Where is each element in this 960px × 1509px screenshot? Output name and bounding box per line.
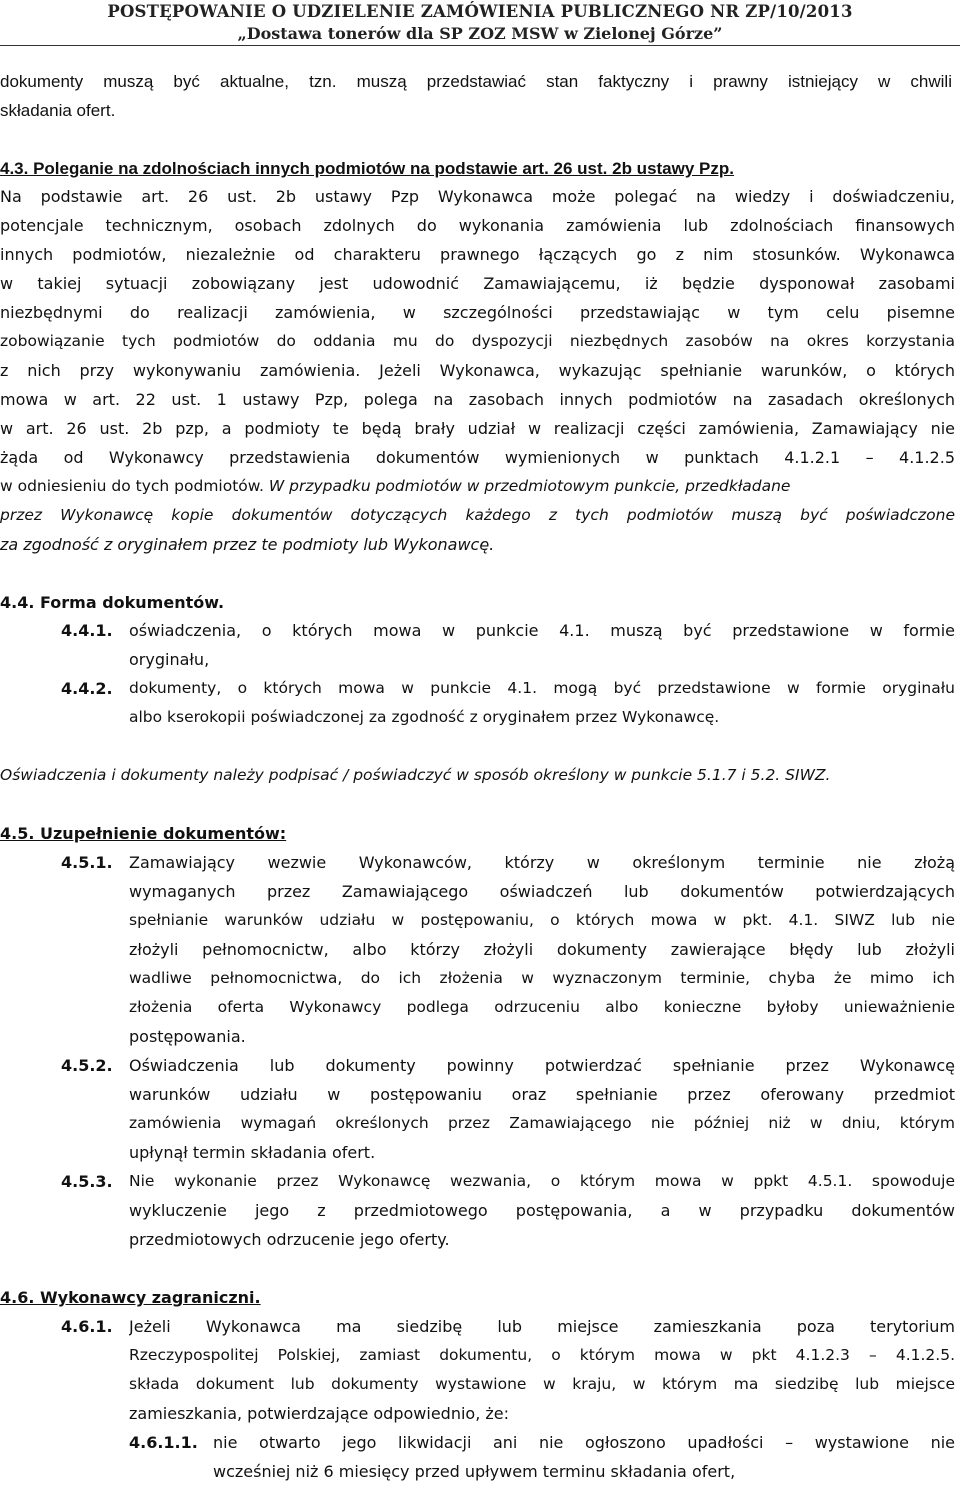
s43-line-11-plain: w odniesieniu do tych podmiotów. <box>0 477 264 495</box>
item-4-6-1-1-line-2: wcześniej niż 6 miesięcy przed upływem terminu składania ofert, <box>213 1462 736 1481</box>
item-4-5-2-line-4: upłynął termin składania ofert. <box>129 1143 376 1162</box>
item-4-5-2-line-1: Oświadczenia lub dokumenty powinny potwierdzać spełnianie przez Wykonawcę <box>129 1056 955 1075</box>
item-4-6-1-line-1: Jeżeli Wykonawca ma siedzibę lub miejsce zamieszkania poza terytorium <box>129 1317 955 1336</box>
item-4-6-1-number: 4.6.1. <box>61 1317 113 1336</box>
header-title: POSTĘPOWANIE O UDZIELENIE ZAMÓWIENIA PUBLICZNEGO NR ZP/10/2013 <box>107 2 853 21</box>
item-4-6-1-1-number: 4.6.1.1. <box>129 1433 198 1452</box>
s43-line-11-italic: W przypadku podmiotów w przedmiotowym punkcie, przedkładane <box>263 477 791 495</box>
item-4-5-3-number: 4.5.3. <box>61 1172 113 1191</box>
item-4-4-1-line-1: oświadczenia, o których mowa w punkcie 4.1. muszą być przedstawione w formie <box>129 621 955 640</box>
item-4-6-1-line-4: zamieszkania, potwierdzające odpowiednio, że: <box>129 1404 509 1423</box>
item-4-5-1-line-1: Zamawiający wezwie Wykonawców, którzy w określonym terminie nie złożą <box>129 853 955 872</box>
item-4-6-1-line-3: składa dokument lub dokumenty wystawione w kraju, w którym ma siedzibę lub miejsce <box>129 1375 955 1393</box>
s43-line-8: mowa w art. 22 ust. 1 ustawy Pzp, polega na zasobach innych podmiotów na zasadach określonych <box>0 390 955 409</box>
section-4-6-heading: 4.6. Wykonawcy zagraniczni. <box>0 1288 261 1307</box>
item-4-5-1-line-7: postępowania. <box>129 1027 246 1046</box>
s43-line-4: w takiej sytuacji zobowiązany jest udowodnić Zamawiającemu, iż będzie dysponował zasobami <box>0 274 955 293</box>
s43-line-1: Na podstawie art. 26 ust. 2b ustawy Pzp Wykonawca może polegać na wiedzy i doświadczeniu, <box>0 187 955 206</box>
item-4-5-2-number: 4.5.2. <box>61 1056 113 1075</box>
item-4-5-3-line-2: wykluczenie jego z przedmiotowego postępowania, a w przypadku dokumentów <box>129 1201 955 1220</box>
item-4-4-2-number: 4.4.2. <box>61 679 113 698</box>
item-4-6-1-line-2: Rzeczypospolitej Polskiej, zamiast dokumentu, o którym mowa w pkt 4.1.2.3 – 4.1.2.5. <box>129 1346 955 1364</box>
item-4-5-2-line-3: zamówienia wymagań określonych przez Zamawiającego nie później niż w dniu, którym <box>129 1114 955 1132</box>
section-4-3-heading: 4.3. Poleganie na zdolnościach innych podmiotów na podstawie art. 26 ust. 2b ustawy Pzp. <box>0 159 734 178</box>
item-4-5-1-line-6: złożenia oferta Wykonawcy podlega odrzuceniu albo konieczne byłoby unieważnienie <box>129 998 955 1016</box>
section-4-5-heading: 4.5. Uzupełnienie dokumentów: <box>0 824 287 843</box>
item-4-4-1-line-2: oryginału, <box>129 650 210 669</box>
s43-line-10: żąda od Wykonawcy przedstawienia dokumentów wymienionych w punktach 4.1.2.1 – 4.1.2.5 <box>0 448 955 467</box>
item-4-5-2-line-2: warunków udziału w postępowaniu oraz spełnianie przez oferowany przedmiot <box>129 1085 955 1104</box>
s43-line-2: potencjale technicznym, osobach zdolnych do wykonania zamówienia lub zdolnościach finansowych <box>0 216 955 235</box>
s43-italic-line-1: przez Wykonawcę kopie dokumentów dotyczących każdego z tych podmiotów muszą być poświadczone <box>0 506 955 524</box>
section-4-4-heading: 4.4. Forma dokumentów. <box>0 593 225 612</box>
s43-italic-line-2: za zgodność z oryginałem przez te podmioty lub Wykonawcę. <box>0 535 495 554</box>
s43-line-3: innych podmiotów, niezależnie od charakteru prawnego łączących go z nim stosunków. Wykonawca <box>0 245 955 264</box>
item-4-5-3-line-3: przedmiotowych odrzucenie jego oferty. <box>129 1230 450 1249</box>
s43-line-7: z nich przy wykonywaniu zamówienia. Jeżeli Wykonawca, wykazując spełnianie warunków, o których <box>0 361 955 380</box>
header-divider <box>0 45 960 46</box>
item-4-5-1-number: 4.5.1. <box>61 853 113 872</box>
item-4-5-1-line-5: wadliwe pełnomocnictwa, do ich złożenia w wyznaczonym terminie, chyba że mimo ich <box>129 969 955 987</box>
s43-line-6: zobowiązanie tych podmiotów do oddania mu do dyspozycji niezbędnych zasobów na okres korzystania <box>0 332 955 350</box>
item-4-4-1-number: 4.4.1. <box>61 621 113 640</box>
s44-note: Oświadczenia i dokumenty należy podpisać / poświadczyć w sposób określony w punkcie 5.1.7 i 5.2. SIWZ. <box>0 766 831 784</box>
item-4-5-1-line-2: wymaganych przez Zamawiającego oświadczeń lub dokumentów potwierdzających <box>129 882 955 901</box>
item-4-5-3-line-1: Nie wykonanie przez Wykonawcę wezwania, o którym mowa w ppkt 4.5.1. spowoduje <box>129 1172 955 1190</box>
s43-line-9: w art. 26 ust. 2b pzp, a podmioty te będą brały udział w realizacji części zamówienia, Zamawiający nie <box>0 419 955 438</box>
item-4-6-1-1-line-1: nie otwarto jego likwidacji ani nie ogłoszono upadłości – wystawione nie <box>213 1433 955 1452</box>
intro-line-2: składania ofert. <box>0 101 116 120</box>
item-4-4-2-line-2: albo kserokopii poświadczonej za zgodność z oryginałem przez Wykonawcę. <box>129 708 720 726</box>
intro-line-1: dokumenty muszą być aktualne, tzn. muszą przedstawiać stan faktyczny i prawny istniejący w chwili <box>0 72 952 91</box>
header-subtitle: „Dostawa tonerów dla SP ZOZ MSW w Zielonej Górze” <box>237 24 723 43</box>
item-4-5-1-line-3: spełnianie warunków udziału w postępowaniu, o których mowa w pkt. 4.1. SIWZ lub nie <box>129 911 955 929</box>
item-4-5-1-line-4: złożyli pełnomocnictw, albo którzy złożyli dokumenty zawierające błędy lub złożyli <box>129 940 955 959</box>
s43-line-5: niezbędnymi do realizacji zamówienia, w szczególności przedstawiając w tym celu pisemne <box>0 303 955 322</box>
item-4-4-2-line-1: dokumenty, o których mowa w punkcie 4.1. mogą być przedstawione w formie oryginału <box>129 679 955 697</box>
s43-line-11 <box>0 477 790 495</box>
